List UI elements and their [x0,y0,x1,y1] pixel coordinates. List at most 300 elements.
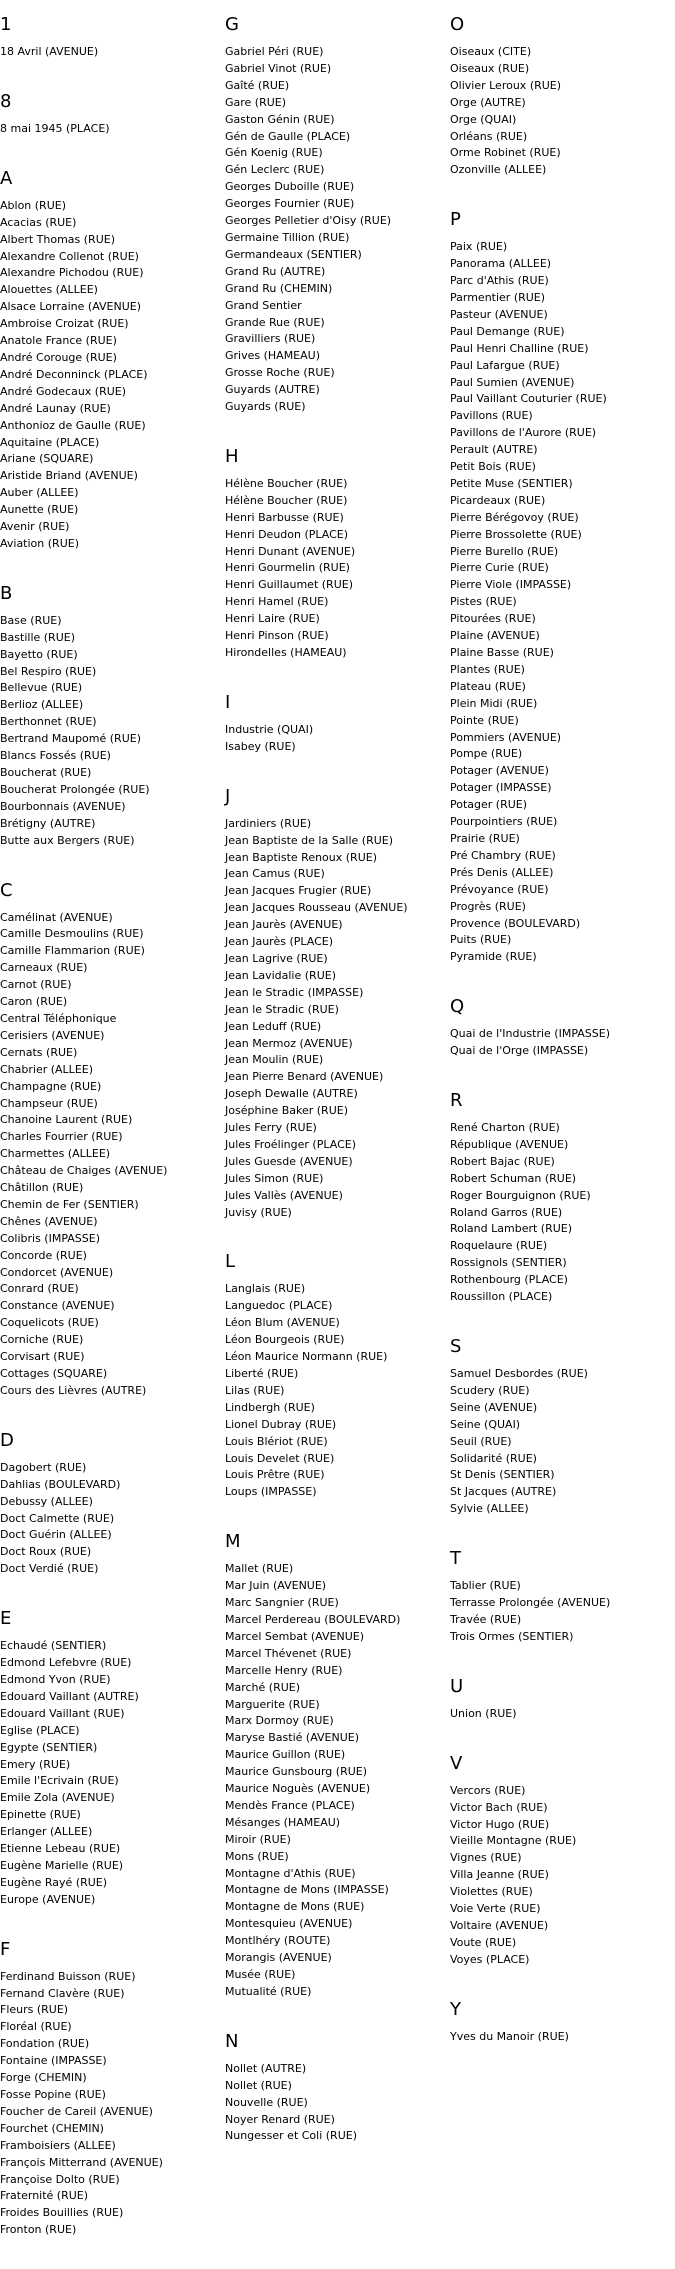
street-item: Victor Hugo (RUE) [450,1817,550,1831]
column-3 [450,14,672,2076]
street-item: Gaston Génin (RUE) [225,112,335,126]
section-spacer [450,1723,672,1753]
street-item: Marcel Perdereau (BOULEVARD) [225,1612,401,1626]
street-item: Pitourées (RUE) [450,612,536,626]
street-item: Languedoc (PLACE) [225,1299,333,1313]
column-1 [0,14,222,2269]
street-item: Chabrier (ALLEE) [0,1062,94,1076]
street-item: Mar Juin (AVENUE) [225,1579,327,1593]
street-item: Emile l'Ecrivain (RUE) [0,1774,119,1788]
street-item: Nollet (AUTRE) [225,2061,307,2075]
street-item: Grand Sentier [225,298,302,312]
street-item: Scudery (RUE) [450,1383,530,1397]
street-item: Seine (QUAI) [450,1417,521,1431]
street-item: Plaine (AVENUE) [450,629,540,643]
street-item: Plateau (RUE) [450,679,526,693]
street-item: Jean le Stradic (RUE) [225,1002,339,1016]
street-item: Cernats (RUE) [0,1045,78,1059]
street-item: Aunette (RUE) [0,503,79,517]
street-item: Mendès France (PLACE) [225,1798,355,1812]
street-item: Orléans (RUE) [450,129,528,143]
street-item: Corvisart (RUE) [0,1350,85,1364]
street-item: Berlioz (ALLEE) [0,698,84,712]
street-item: Gén Koenig (RUE) [225,146,323,160]
street-list [225,476,447,662]
street-item: Jean Lagrive (RUE) [225,951,328,965]
street-item: André Launay (RUE) [0,401,111,415]
street-item: Ferdinand Buisson (RUE) [0,1969,136,1983]
letter-section [0,583,222,880]
street-item: Plantes (RUE) [450,662,525,676]
street-item: République (AVENUE) [450,1137,569,1151]
street-list [450,1706,672,1723]
section-letter-heading: H [225,445,239,467]
street-list [225,722,447,756]
street-item: Gabriel Vinot (RUE) [225,61,332,75]
street-item: Plaine Basse (RUE) [450,646,554,659]
street-item: Dagobert (RUE) [0,1460,87,1474]
street-list [450,2029,672,2046]
street-item: Marx Dormoy (RUE) [225,1714,334,1728]
street-item: 18 Avril (AVENUE) [0,45,99,58]
section-spacer [450,1306,672,1336]
section-letter-heading: Y [450,1998,461,2020]
street-item: Hélène Boucher (RUE) [225,476,348,490]
section-spacer [450,1518,672,1548]
street-item: Noyer Renard (RUE) [225,2112,335,2126]
street-item: Brétigny (AUTRE) [0,816,96,830]
street-item: Ablon (RUE) [0,198,66,212]
street-item: Georges Fournier (RUE) [225,197,355,211]
street-item: Charles Fourrier (RUE) [0,1130,123,1144]
street-item: Epinette (RUE) [0,1808,81,1822]
street-item: Carneaux (RUE) [0,961,88,975]
section-spacer [450,1060,672,1090]
street-item: Edouard Vaillant (AUTRE) [0,1689,139,1703]
street-list [0,198,222,553]
letter-section [450,996,672,1090]
section-letter-heading: 8 [0,90,12,112]
street-item: Vercors (RUE) [450,1783,526,1797]
street-item: Gaîté (RUE) [225,78,290,92]
street-item: Prévoyance (RUE) [450,882,549,896]
street-item: Gabriel Péri (RUE) [225,45,324,58]
street-item: Anatole France (RUE) [0,334,117,348]
street-item: Alexandre Pichodou (RUE) [0,266,144,280]
section-letter-heading: L [225,1251,236,1273]
street-list [450,239,672,966]
letter-section [0,91,222,168]
street-item: Paul Sumien (AVENUE) [450,375,575,389]
street-item: Châtillon (RUE) [0,1181,84,1195]
street-item: Doct Verdié (RUE) [0,1562,99,1576]
letter-section [450,1676,672,1753]
street-item: Lionel Dubray (RUE) [225,1417,337,1431]
street-item: Froides Bouillies (RUE) [0,2206,124,2220]
street-item: Framboisiers (ALLEE) [0,2138,116,2152]
street-item: Eugène Rayé (RUE) [0,1875,108,1889]
street-item: Marguerite (RUE) [225,1697,320,1711]
street-item: Potager (AVENUE) [450,764,549,778]
street-item: Orge (QUAI) [450,112,517,126]
street-list [0,613,222,850]
street-item: Egypte (SENTIER) [0,1740,98,1754]
street-item: Carnot (RUE) [0,978,72,992]
street-item: Fernand Clavère (RUE) [0,1986,125,2000]
street-item: Gén de Gaulle (PLACE) [225,129,351,143]
street-item: Bourbonnais (AVENUE) [0,799,126,813]
street-item: Gén Leclerc (RUE) [225,163,325,177]
section-spacer [225,1221,447,1251]
street-item: Langlais (RUE) [225,1282,306,1296]
section-spacer [225,416,447,446]
street-item: Yves du Manoir (RUE) [450,2029,569,2043]
section-letter-heading: M [225,1531,241,1553]
street-item: Lindbergh (RUE) [225,1400,315,1414]
street-item: Montagne d'Athis (RUE) [225,1866,356,1880]
street-item: Ariane (SQUARE) [0,452,94,466]
street-item: Champagne (RUE) [0,1079,102,1093]
street-item: Pompe (RUE) [450,747,523,761]
street-item: Pyramide (RUE) [450,950,537,964]
street-list [450,44,672,179]
street-item: Pierre Bérégovoy (RUE) [450,510,579,524]
street-item: Seine (AVENUE) [450,1400,538,1414]
section-spacer [225,1501,447,1531]
street-item: Europe (AVENUE) [0,1892,96,1906]
street-item: Pré Chambry (RUE) [450,848,556,862]
street-item: Mutualité (RUE) [225,1984,312,1998]
street-item: Robert Schuman (RUE) [450,1171,577,1185]
street-item: Camille Flammarion (RUE) [0,944,145,958]
street-item: Henri Pinson (RUE) [225,629,329,643]
section-spacer [0,1909,222,1939]
street-item: Champseur (RUE) [0,1096,98,1110]
street-item: Guyards (AUTRE) [225,383,320,397]
street-item: Jean Jaurès (PLACE) [225,935,334,949]
street-list [225,2061,447,2146]
street-item: Pointe (RUE) [450,713,519,727]
street-item: Voltaire (AVENUE) [450,1918,549,1932]
letter-section [0,1430,222,1608]
street-item: Panorama (ALLEE) [450,257,552,271]
letter-section [0,880,222,1430]
street-item: Marcel Sembat (AVENUE) [225,1629,364,1643]
street-item: Colibris (IMPASSE) [0,1231,100,1245]
street-item: Violettes (RUE) [450,1885,533,1899]
section-spacer [0,1578,222,1608]
section-letter-heading: R [450,1090,463,1112]
street-item: Seuil (RUE) [450,1434,512,1448]
section-letter-heading: J [225,785,231,807]
street-item: Fosse Popine (RUE) [0,2088,106,2101]
street-item: Louis Prêtre (RUE) [225,1468,325,1482]
section-spacer [0,61,222,91]
street-item: Léon Bourgeois (RUE) [225,1333,345,1347]
street-item: Grande Rue (RUE) [225,315,325,329]
letter-section [450,1753,672,1999]
street-item: Lilas (RUE) [225,1383,285,1397]
street-item: Berthonnet (RUE) [0,715,97,729]
street-item: Grand Ru (CHEMIN) [225,281,333,295]
street-item: Sylvie (ALLEE) [450,1502,529,1516]
column-2 [225,14,447,2175]
street-item: Montlhéry (ROUTE) [225,1934,331,1948]
street-list [450,1366,672,1518]
street-item: Loups (IMPASSE) [225,1485,317,1499]
letter-section [0,1608,222,1939]
street-item: Villa Jeanne (RUE) [450,1868,549,1882]
street-item: Bertrand Maupomé (RUE) [0,732,141,746]
street-item: Maurice Gunsbourg (RUE) [225,1765,368,1779]
section-letter-heading: O [450,14,465,35]
street-item: Pavillons de l'Aurore (RUE) [450,426,597,440]
street-item: Robert Bajac (RUE) [450,1154,555,1168]
street-item: Concorde (RUE) [0,1248,87,1262]
street-item: Germaine Tillion (RUE) [225,230,350,244]
street-item: Bastille (RUE) [0,630,75,644]
street-item: Chemin de Fer (SENTIER) [0,1197,139,1211]
street-item: Oiseaux (RUE) [450,61,530,75]
street-item: Erlanger (ALLEE) [0,1825,93,1839]
street-item: Vieille Montagne (RUE) [450,1834,577,1848]
street-item: Fontaine (IMPASSE) [0,2054,107,2068]
street-item: Hélène Boucher (RUE) [225,493,348,507]
street-item: Maurice Noguès (AVENUE) [225,1782,371,1796]
street-item: Jean Leduff (RUE) [225,1019,322,1033]
street-item: Conrard (RUE) [0,1282,79,1296]
street-item: Etienne Lebeau (RUE) [0,1842,121,1856]
street-item: Roland Garros (RUE) [450,1205,563,1219]
section-letter-heading: C [0,879,13,901]
street-item: Condorcet (AVENUE) [0,1265,114,1279]
street-item: Olivier Leroux (RUE) [450,78,562,92]
letter-section [450,14,672,209]
letter-section [450,209,672,996]
street-list [0,1460,222,1578]
street-item: Château de Chaiges (AVENUE) [0,1164,168,1178]
street-item: Fraternité (RUE) [0,2189,89,2203]
section-spacer [225,2145,447,2175]
street-item: Gravilliers (RUE) [225,332,316,346]
street-item: Pierre Burello (RUE) [450,544,559,558]
street-item: Louis Blériot (RUE) [225,1434,328,1448]
street-item: Pavillons (RUE) [450,409,533,423]
section-letter-heading: F [0,1938,11,1960]
section-letter-heading: G [225,14,239,35]
street-item: Foucher de Careil (AVENUE) [0,2104,153,2118]
street-list [450,1026,672,1060]
street-item: Rossignols (SENTIER) [450,1256,567,1270]
street-item: Liberté (RUE) [225,1367,299,1380]
street-item: Mons (RUE) [225,1849,289,1863]
street-item: Parc d'Athis (RUE) [450,274,549,288]
street-item: Orge (AUTRE) [450,95,526,109]
section-letter-heading: T [450,1548,461,1570]
letter-section [0,1939,222,2269]
street-item: Louis Develet (RUE) [225,1451,335,1465]
street-item: Jean Lavidalie (RUE) [225,968,336,982]
street-item: Debussy (ALLEE) [0,1494,93,1508]
street-item: Echaudé (SENTIER) [0,1639,107,1653]
street-item: Voute (RUE) [450,1935,517,1949]
street-item: Coquelicots (RUE) [0,1316,99,1330]
street-item: Prés Denis (ALLEE) [450,865,554,879]
street-item: Marc Sangnier (RUE) [225,1596,339,1610]
street-item: Cerisiers (AVENUE) [0,1028,105,1042]
street-item: Bel Respiro (RUE) [0,664,97,678]
street-item: Marcel Thévenet (RUE) [225,1646,352,1660]
street-item: St Jacques (AUTRE) [450,1485,557,1499]
street-item: Hirondelles (HAMEAU) [225,646,347,659]
street-item: Voie Verte (RUE) [450,1902,541,1916]
letter-section [225,786,447,1252]
street-item: Pasteur (AVENUE) [450,307,548,321]
street-item: Bayetto (RUE) [0,647,78,661]
street-item: Georges Pelletier d'Oisy (RUE) [225,214,392,228]
letter-section [225,446,447,692]
street-item: Henri Barbusse (RUE) [225,510,344,524]
street-item: Butte aux Bergers (RUE) [0,833,135,847]
street-item: Floréal (RUE) [0,2020,72,2034]
street-item: Morangis (AVENUE) [225,1951,332,1965]
street-item: Bellevue (RUE) [0,681,83,695]
street-item: Trois Ormes (SENTIER) [450,1629,574,1643]
street-item: Terrasse Prolongée (AVENUE) [450,1596,611,1610]
section-spacer [0,553,222,583]
street-item: Acacias (RUE) [0,215,77,229]
section-letter-heading: N [225,2030,239,2052]
street-item: Eglise (PLACE) [0,1723,80,1737]
street-item: Germandeaux (SENTIER) [225,247,362,261]
street-item: Jules Simon (RUE) [225,1171,324,1185]
street-item: Henri Dunant (AVENUE) [225,544,356,558]
section-spacer [0,138,222,168]
street-item: Henri Gourmelin (RUE) [225,561,350,575]
street-item: Jules Vallès (AVENUE) [225,1188,343,1202]
street-item: Grosse Roche (RUE) [225,366,335,380]
street-item: Jean Moulin (RUE) [225,1053,324,1067]
street-item: Montagne de Mons (IMPASSE) [225,1883,389,1897]
street-list [0,1638,222,1909]
street-item: Pierre Brossolette (RUE) [450,527,582,541]
street-item: Anthonioz de Gaulle (RUE) [0,418,146,432]
street-item: Jean Camus (RUE) [225,867,325,881]
street-item: Doct Roux (RUE) [0,1545,92,1559]
street-item: Roquelaure (RUE) [450,1239,548,1253]
street-item: Doct Guérin (ALLEE) [0,1528,112,1542]
street-item: Edouard Vaillant (RUE) [0,1706,125,1720]
letter-section [450,1336,672,1548]
street-item: Fondation (RUE) [0,2037,90,2051]
street-item: Dahlias (BOULEVARD) [0,1477,121,1491]
section-spacer [0,2239,222,2269]
street-item: Nungesser et Coli (RUE) [225,2129,357,2143]
section-spacer [450,966,672,996]
street-item: Mésanges (HAMEAU) [225,1815,341,1829]
street-item: Corniche (RUE) [0,1333,84,1347]
street-item: Roland Lambert (RUE) [450,1222,573,1236]
section-letter-heading: B [0,582,13,604]
street-item: Jules Froélinger (PLACE) [225,1137,356,1151]
street-item: Caron (RUE) [0,995,68,1009]
street-item: Constance (AVENUE) [0,1299,115,1313]
section-letter-heading: P [450,209,461,231]
street-item: Juvisy (RUE) [225,1205,292,1219]
letter-section [450,1090,672,1336]
street-item: Gare (RUE) [225,95,287,109]
street-list [225,816,447,1222]
letter-section [450,1999,672,2076]
street-item: Boucherat (RUE) [0,766,92,779]
section-letter-heading: S [450,1336,462,1357]
street-item: Tablier (RUE) [450,1579,521,1593]
section-letter-heading: V [450,1752,463,1774]
street-item: Jean Mermoz (AVENUE) [225,1036,353,1050]
street-item: Fleurs (RUE) [0,2003,69,2017]
street-item: Potager (RUE) [450,798,528,812]
street-item: Henri Laire (RUE) [225,612,320,626]
street-item: Oiseaux (CITE) [450,45,532,58]
street-item: Puits (RUE) [450,933,512,947]
street-item: Eugène Marielle (RUE) [0,1858,124,1872]
street-item: Nouvelle (RUE) [225,2095,308,2109]
street-list [450,1578,672,1646]
street-item: Aviation (RUE) [0,536,79,550]
street-item: Jardiniers (RUE) [225,816,312,830]
street-item: Doct Calmette (RUE) [0,1511,115,1525]
street-item: Ambroise Croizat (RUE) [0,317,129,331]
street-item: Georges Duboille (RUE) [225,180,355,194]
street-item: André Godecaux (RUE) [0,384,127,398]
street-item: Union (RUE) [450,1706,517,1720]
street-item: André Deconninck (PLACE) [0,367,148,381]
street-item: Léon Maurice Normann (RUE) [225,1350,388,1364]
street-item: Petit Bois (RUE) [450,460,536,474]
street-item: Marcelle Henry (RUE) [225,1663,343,1677]
street-item: Roger Bourguignon (RUE) [450,1188,591,1202]
street-item: Alsace Lorraine (AVENUE) [0,300,142,314]
street-item: Edmond Lefebvre (RUE) [0,1656,132,1670]
street-item: Aristide Briand (AVENUE) [0,469,138,483]
section-spacer [225,756,447,786]
section-spacer [225,2001,447,2031]
letter-section [225,1251,447,1531]
street-item: Montesquieu (AVENUE) [225,1917,353,1931]
street-item: Mallet (RUE) [225,1562,294,1576]
street-item: Quai de l'Industrie (IMPASSE) [450,1027,610,1041]
street-item: Emery (RUE) [0,1757,71,1771]
street-item: Grives (HAMEAU) [225,349,321,363]
street-item: Albert Thomas (RUE) [0,232,115,246]
street-item: Jean Jacques Rousseau (AVENUE) [225,901,408,915]
street-item: Fronton (RUE) [0,2223,77,2237]
street-item: Joseph Dewalle (AUTRE) [225,1087,358,1101]
street-list [0,910,222,1400]
street-item: Perault (AUTRE) [450,443,538,457]
street-item: Jules Guesde (AVENUE) [225,1154,353,1168]
street-item: Petite Muse (SENTIER) [450,476,573,490]
street-item: Travée (RUE) [450,1612,522,1626]
street-item: Grand Ru (AUTRE) [225,264,326,278]
street-item: Paix (RUE) [450,240,508,254]
street-item: Montagne de Mons (RUE) [225,1900,365,1914]
section-letter-heading: E [0,1608,12,1630]
street-item: Emile Zola (AVENUE) [0,1791,115,1805]
street-item: Base (RUE) [0,613,62,627]
section-spacer [225,662,447,692]
letter-section [225,692,447,786]
